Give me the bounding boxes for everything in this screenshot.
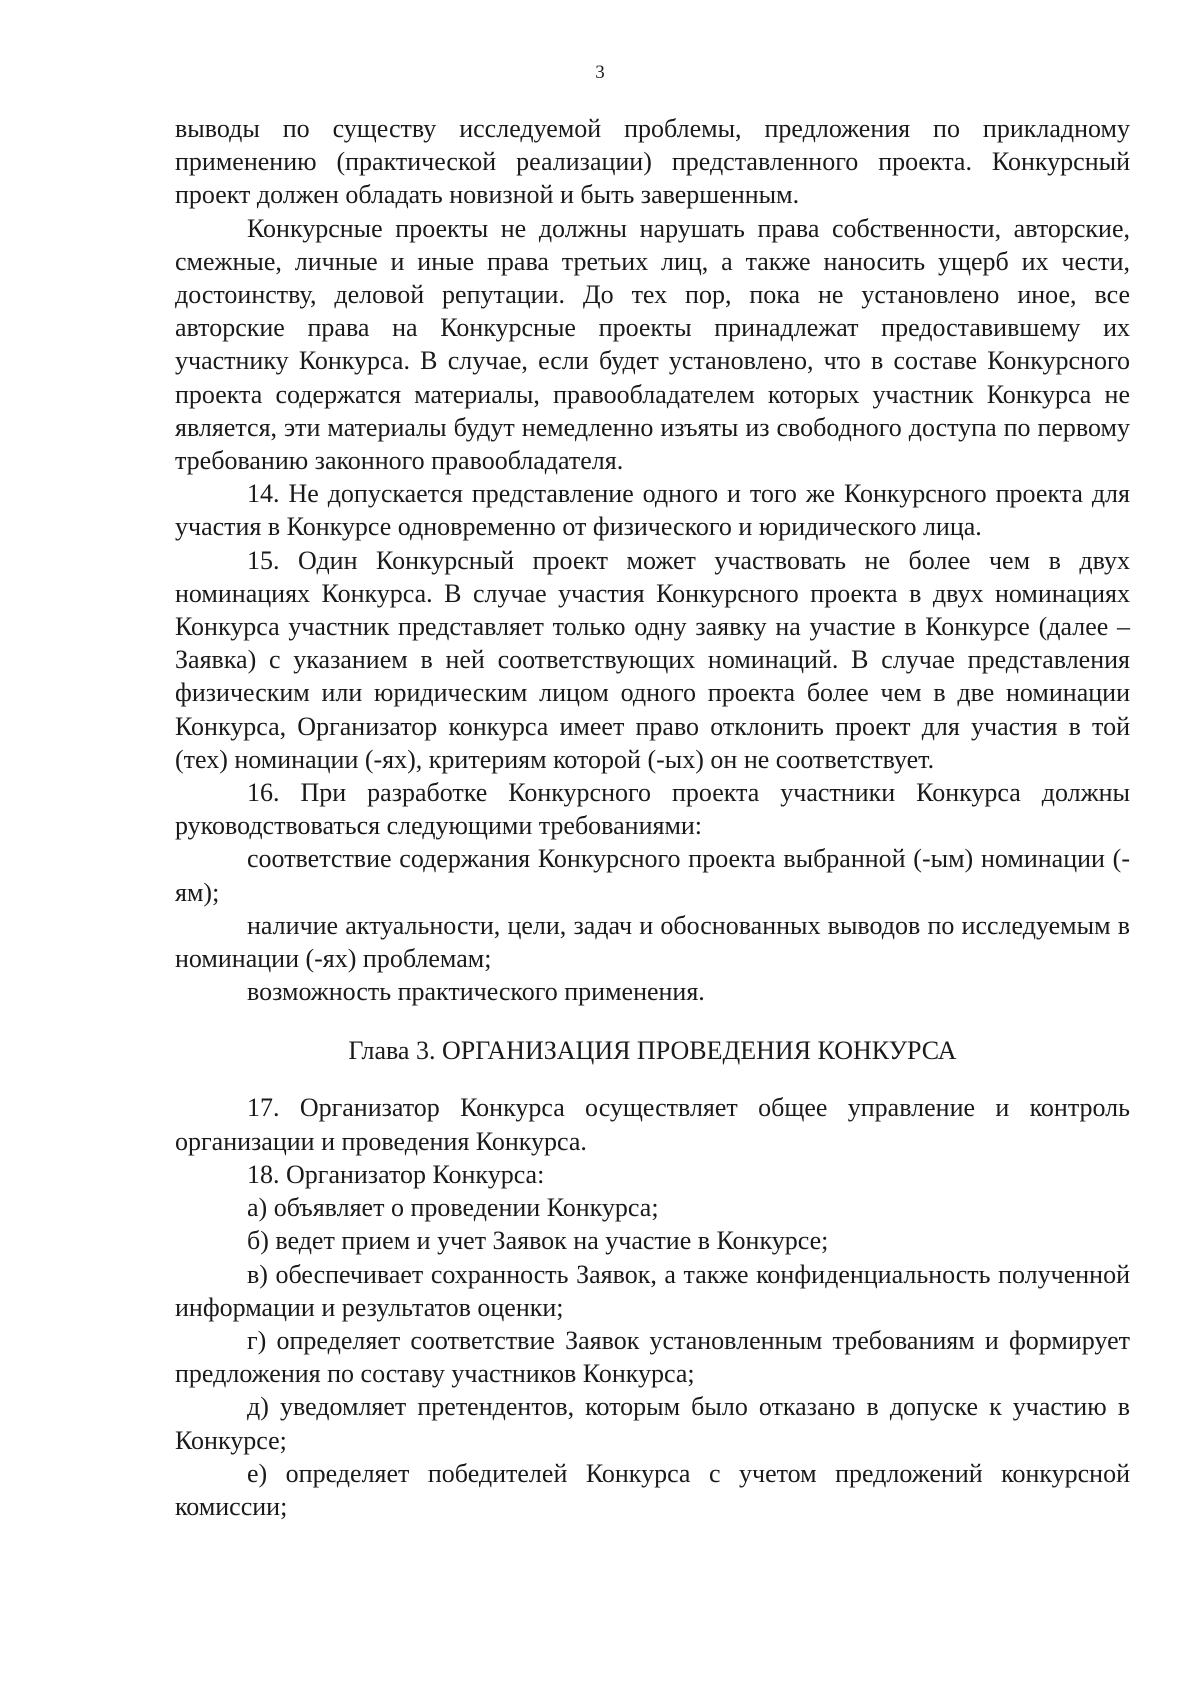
requirement-item-2: наличие актуальности, цели, задач и обоснованных выводов по исследуемым в номинации (-ях) проблемам;	[175, 910, 1130, 974]
document-body	[175, 112, 1130, 1523]
list-item-v: в) обеспечивает сохранность Заявок, а также конфиденциальность полученной информации и результатов оценки;	[175, 1259, 1130, 1322]
list-item-b: б) ведет прием и учет Заявок на участие в Конкурсе;	[247, 1226, 829, 1256]
list-item-g: г) определяет соответствие Заявок установленным требованиям и формирует предложения по составу участников Конкурса;	[175, 1325, 1130, 1389]
paragraph-17: 17. Организатор Конкурса осуществляет общее управление и контроль организации и проведения Конкурса.	[175, 1093, 1130, 1156]
list-item-d: д) уведомляет претендентов, которым было отказано в допуске к участию в Конкурсе;	[175, 1392, 1130, 1455]
requirement-item-1: соответствие содержания Конкурсного проекта выбранной (-ым) номинации (-ям);	[175, 844, 1130, 907]
list-item-a: а) объявляет о проведении Конкурса;	[247, 1193, 659, 1223]
paragraph-continuation: выводы по существу исследуемой проблемы, предложения по прикладному применению (практической реализации) представленного проекта. Конкурсный проект должен обладать новизной и быть завершенным.	[175, 114, 1130, 210]
paragraph-14: 14. Не допускается представление одного и того же Конкурсного проекта для участия в Конкурсе одновременно от физического и юридического лица.	[175, 479, 1130, 542]
paragraph-copyright: Конкурсные проекты не должны нарушать права собственности, авторские, смежные, личные и иные права третьих лиц, а также наносить ущерб их чести, достоинству, деловой репутации. До тех пор, пока не установлено иное, все авторские права на Конкурсные проекты принадлежат предоставившему их участнику Конкурса. В случае, если будет установлено, что в составе Конкурсного проекта содержатся материалы, правообладателем которых участник Конкурса не является, эти материалы будут немедленно изъяты из свободного доступа по первому требованию законного правообладателя.	[175, 213, 1130, 476]
paragraph-18: 18. Организатор Конкурса:	[247, 1159, 545, 1189]
requirement-item-3: возможность практического применения.	[247, 977, 705, 1007]
list-item-e: е) определяет победителей Конкурса с учетом предложений конкурсной комиссии;	[175, 1458, 1130, 1521]
paragraph-15: 15. Один Конкурсный проект может участвовать не более чем в двух номинациях Конкурса. В случае участия Конкурсного проекта в двух номинациях Конкурса участник представляет только одну заявку на участие в Конкурсе (далее – Заявка) с указанием в ней соответствующих номинаций. В случае представления физическим или юридическим лицом одного проекта более чем в две номинации Конкурса, Организатор конкурса имеет право отклонить проект для участия в той (тех) номинации (-ях), критериям которой (-ых) он не соответствует.	[175, 545, 1130, 774]
paragraph-16: 16. При разработке Конкурсного проекта участники Конкурса должны руководствоваться следующими требованиями:	[175, 778, 1130, 841]
page-number: 3	[595, 62, 605, 83]
chapter-heading: Глава 3. ОРГАНИЗАЦИЯ ПРОВЕДЕНИЯ КОНКУРСА	[348, 1036, 957, 1066]
